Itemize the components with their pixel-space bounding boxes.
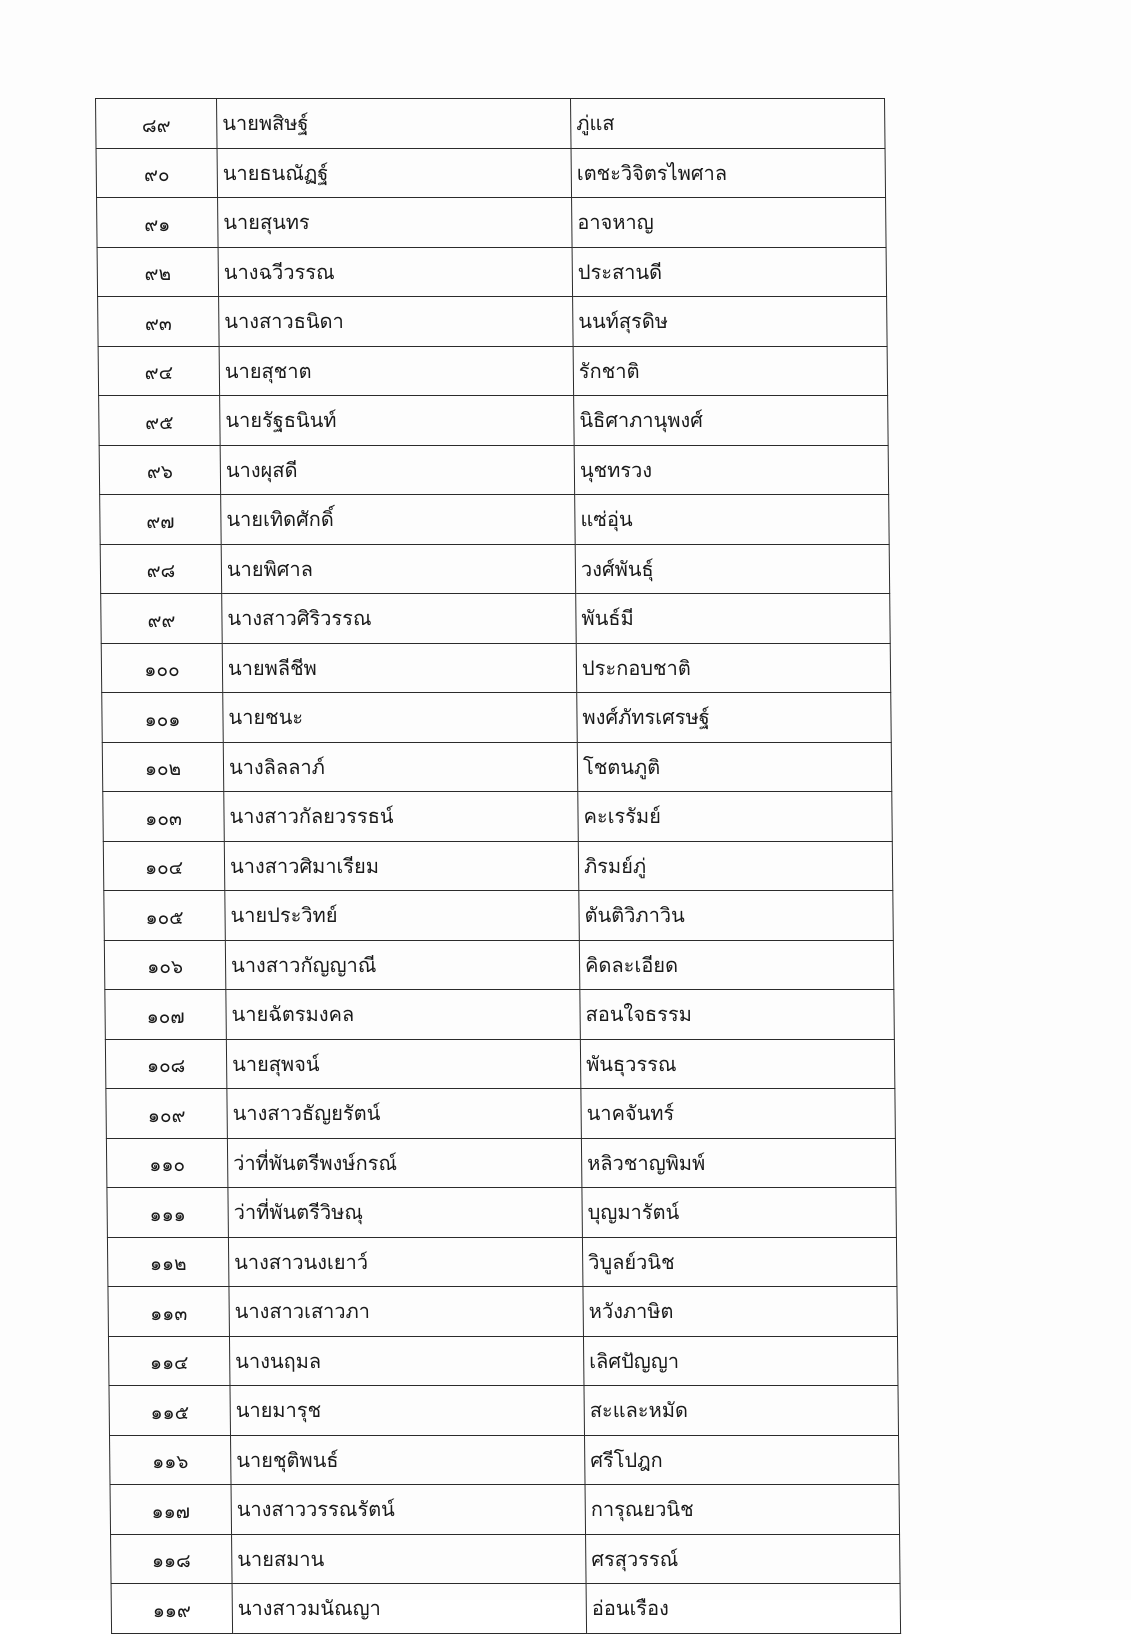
first-name-cell: นางสาวกัลยวรรธน์ xyxy=(224,792,579,842)
row-number-cell: ๙๙ xyxy=(101,594,223,644)
last-name-cell: ศรสุวรรณ์ xyxy=(586,1534,901,1584)
table-row xyxy=(98,297,888,347)
row-number-cell: ๙๒ xyxy=(97,247,219,297)
table-row xyxy=(105,1039,895,1089)
first-name-cell: นายชุติพนธ์ xyxy=(231,1435,586,1485)
table-row xyxy=(108,1336,898,1386)
table-row xyxy=(107,1237,897,1287)
first-name-cell: นายชนะ xyxy=(223,693,578,743)
last-name-cell: ศรีโปฎก xyxy=(585,1435,900,1485)
row-number-cell: ๙๑ xyxy=(97,198,219,248)
first-name-cell: นางสาวนงเยาว์ xyxy=(228,1237,583,1287)
row-number-cell: ๑๑๐ xyxy=(106,1138,228,1188)
row-number-cell: ๙๖ xyxy=(99,445,221,495)
first-name-cell: นางสาวกัญญาณี xyxy=(225,940,580,990)
last-name-cell: นนท์สุรดิษ xyxy=(573,297,888,347)
last-name-cell: รักชาติ xyxy=(573,346,888,396)
row-number-cell: ๑๐๒ xyxy=(102,742,224,792)
row-number-cell: ๑๐๔ xyxy=(103,841,225,891)
row-number-cell: ๑๑๔ xyxy=(108,1336,230,1386)
row-number-cell: ๙๐ xyxy=(96,148,218,198)
row-number-cell: ๙๔ xyxy=(98,346,220,396)
last-name-cell: เตชะวิจิตรไพศาล xyxy=(571,148,886,198)
first-name-cell: นายฉัตรมงคล xyxy=(226,990,581,1040)
row-number-cell: ๑๑๓ xyxy=(108,1287,230,1337)
first-name-cell: นายธนณัฏฐ์ xyxy=(217,148,572,198)
table-row xyxy=(111,1534,901,1584)
last-name-cell: นุชทรวง xyxy=(574,445,889,495)
row-number-cell: ๙๗ xyxy=(100,495,222,545)
row-number-cell: ๑๐๘ xyxy=(105,1039,227,1089)
table-row xyxy=(104,891,894,941)
row-number-cell: ๑๐๐ xyxy=(101,643,223,693)
last-name-cell: พันธ์มี xyxy=(576,594,891,644)
row-number-cell: ๑๐๕ xyxy=(104,891,226,941)
last-name-cell: แซ่อุ่น xyxy=(575,495,890,545)
first-name-cell: นางสาววรรณรัตน์ xyxy=(231,1485,586,1535)
first-name-cell: นายสุนทร xyxy=(218,198,573,248)
first-name-cell: นางสาวศิมาเรียม xyxy=(224,841,579,891)
table-row xyxy=(100,544,890,594)
first-name-cell: นางสาวธัญยรัตน์ xyxy=(227,1089,582,1139)
table-row xyxy=(96,148,886,198)
last-name-cell: สะและหมัด xyxy=(584,1386,899,1436)
table-row xyxy=(96,99,886,149)
first-name-cell: นางฉวีวรรณ xyxy=(218,247,573,297)
first-name-cell: นายพลีชีพ xyxy=(222,643,577,693)
first-name-cell: นางลิลลาภ์ xyxy=(223,742,578,792)
first-name-cell: นายมารุช xyxy=(230,1386,585,1436)
last-name-cell: ตันติวิภาวิน xyxy=(579,891,894,941)
row-number-cell: ๑๐๓ xyxy=(103,792,225,842)
last-name-cell: วิบูลย์วนิช xyxy=(582,1237,897,1287)
last-name-cell: นาคจันทร์ xyxy=(581,1089,896,1139)
first-name-cell: นางผุสดี xyxy=(220,445,575,495)
last-name-cell: การุณยวนิช xyxy=(585,1485,900,1535)
first-name-cell: นายสุพจน์ xyxy=(226,1039,581,1089)
last-name-cell: ภู่แส xyxy=(571,99,886,149)
table-row xyxy=(106,1089,896,1139)
table-row xyxy=(109,1386,899,1436)
table-row xyxy=(97,198,887,248)
first-name-cell: นางสาวเสาวภา xyxy=(229,1287,584,1337)
first-name-cell: นายเทิดศักดิ์ xyxy=(221,495,576,545)
row-number-cell: ๙๘ xyxy=(100,544,222,594)
table-row xyxy=(102,693,892,743)
first-name-cell: ว่าที่พันตรีพงษ์กรณ์ xyxy=(227,1138,582,1188)
table-row xyxy=(106,1138,896,1188)
last-name-cell: คะเรรัมย์ xyxy=(578,792,893,842)
first-name-cell: นายรัฐธนินท์ xyxy=(220,396,575,446)
table-row xyxy=(108,1287,898,1337)
table-row xyxy=(110,1485,900,1535)
row-number-cell: ๑๑๒ xyxy=(107,1237,229,1287)
table-row xyxy=(103,841,893,891)
row-number-cell: ๑๑๙ xyxy=(111,1584,233,1634)
row-number-cell: ๑๐๑ xyxy=(102,693,224,743)
row-number-cell: ๑๐๗ xyxy=(105,990,227,1040)
table-row xyxy=(111,1584,901,1634)
first-name-cell: นายพิศาล xyxy=(221,544,576,594)
last-name-cell: พงศ์ภัทรเศรษฐ์ xyxy=(577,693,892,743)
row-number-cell: ๙๕ xyxy=(99,396,221,446)
name-table xyxy=(95,98,901,1634)
last-name-cell: โชตนภูติ xyxy=(577,742,892,792)
last-name-cell: ภิรมย์ภู่ xyxy=(578,841,893,891)
last-name-cell: ประกอบชาติ xyxy=(576,643,891,693)
name-table-wrapper xyxy=(95,98,916,1634)
table-row xyxy=(104,940,894,990)
first-name-cell: นางสาวศิริวรรณ xyxy=(222,594,577,644)
row-number-cell: ๑๑๘ xyxy=(111,1534,233,1584)
row-number-cell: ๙๓ xyxy=(98,297,220,347)
first-name-cell: ว่าที่พันตรีวิษณุ xyxy=(228,1188,583,1238)
first-name-cell: นายสมาน xyxy=(232,1534,587,1584)
first-name-cell: นางสาวธนิดา xyxy=(219,297,574,347)
last-name-cell: เลิศปัญญา xyxy=(583,1336,898,1386)
name-table-body xyxy=(96,99,901,1634)
last-name-cell: อาจหาญ xyxy=(572,198,887,248)
last-name-cell: ประสานดี xyxy=(572,247,887,297)
row-number-cell: ๑๑๑ xyxy=(107,1188,229,1238)
table-row xyxy=(102,742,892,792)
last-name-cell: นิธิศาภานุพงศ์ xyxy=(574,396,889,446)
row-number-cell: ๘๙ xyxy=(96,99,218,149)
last-name-cell: พันธุวรรณ xyxy=(580,1039,895,1089)
row-number-cell: ๑๑๗ xyxy=(110,1485,232,1535)
row-number-cell: ๑๐๙ xyxy=(106,1089,228,1139)
last-name-cell: วงศ์พันธุ์ xyxy=(575,544,890,594)
first-name-cell: นางนฤมล xyxy=(229,1336,584,1386)
last-name-cell: คิดละเอียด xyxy=(579,940,894,990)
first-name-cell: นายพสิษฐ์ xyxy=(217,99,572,149)
table-row xyxy=(110,1435,900,1485)
table-row xyxy=(101,643,891,693)
table-row xyxy=(99,396,889,446)
first-name-cell: นายประวิทย์ xyxy=(225,891,580,941)
table-row xyxy=(100,495,890,545)
last-name-cell: หวังภาษิต xyxy=(583,1287,898,1337)
first-name-cell: นายสุชาต xyxy=(219,346,574,396)
table-row xyxy=(103,792,893,842)
row-number-cell: ๑๐๖ xyxy=(104,940,226,990)
table-row xyxy=(101,594,891,644)
table-row xyxy=(107,1188,897,1238)
table-row xyxy=(97,247,887,297)
row-number-cell: ๑๑๖ xyxy=(110,1435,232,1485)
table-row xyxy=(105,990,895,1040)
last-name-cell: บุญมารัตน์ xyxy=(582,1188,897,1238)
first-name-cell: นางสาวมนัณญา xyxy=(232,1584,587,1634)
last-name-cell: หลิวชาญพิมพ์ xyxy=(581,1138,896,1188)
last-name-cell: อ่อนเรือง xyxy=(586,1584,901,1634)
last-name-cell: สอนใจธรรม xyxy=(580,990,895,1040)
table-row xyxy=(99,445,889,495)
row-number-cell: ๑๑๕ xyxy=(109,1386,231,1436)
table-row xyxy=(98,346,888,396)
